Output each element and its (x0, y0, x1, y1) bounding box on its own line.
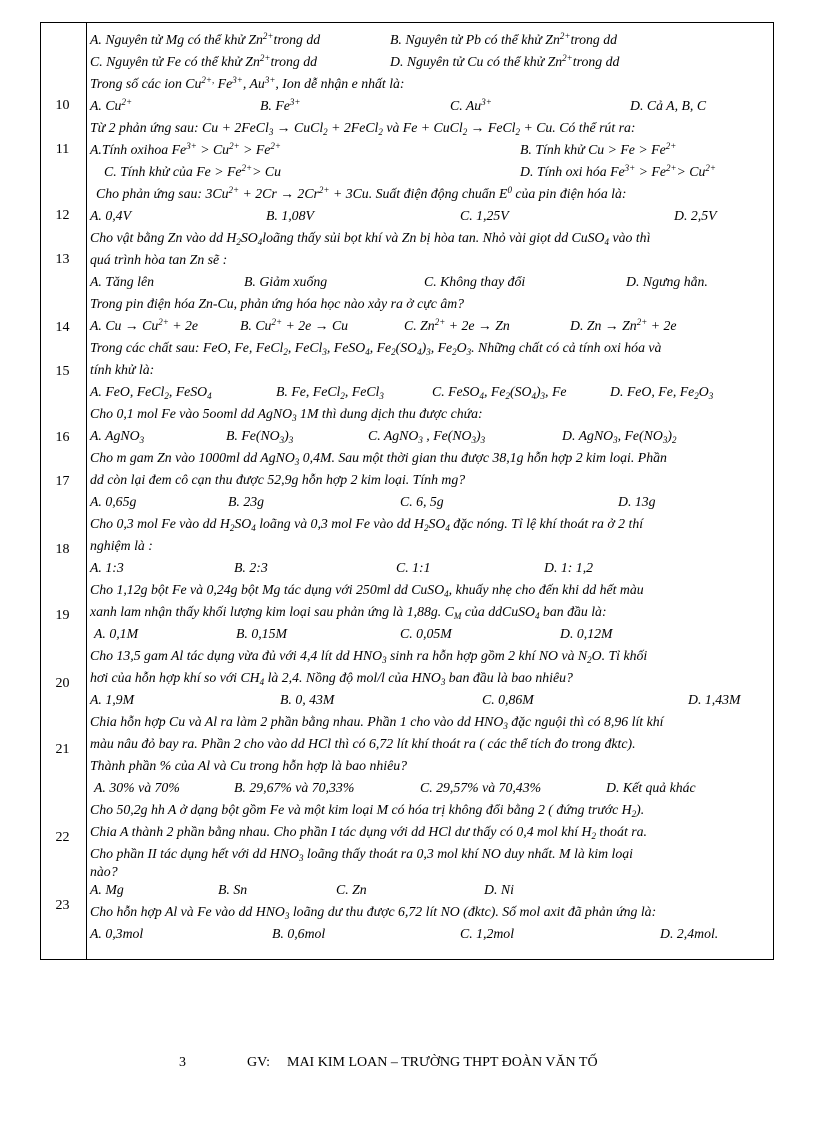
text-segment: nào? (90, 864, 118, 879)
text-line (90, 30, 772, 50)
text-segment: B. 0, 43M (280, 692, 335, 707)
question-number-14: 14 (55, 320, 70, 335)
text-segment: D. Tính oxi hóa $Fe^{3+} > Fe^{2+}> Cu^{2+}$ (520, 163, 716, 179)
text-segment: Cho phần II tác dụng hết với dd $HNO_3$ loãng thấy thoát ra 0,3 mol khí NO duy nhất. M là kim loại (90, 846, 634, 863)
text-segment: C. Nguyên tử Fe có thể khử $Zn^{2+}trong$ dd (90, 53, 318, 69)
text-segment: A. Nguyên tử Mg có thể khử $Zn^{2+}trong$ dd (90, 31, 321, 47)
text-segment: A.Tính oxihoa $Fe^{3+} > Cu^{2+} > Fe^{2+}$ (90, 141, 281, 157)
text-line (90, 74, 772, 94)
text-line (90, 646, 772, 666)
text-line (90, 624, 772, 644)
text-line (90, 712, 772, 732)
text-segment: Thành phần % của Al và Cu trong hỗn hợp là bao nhiêu? (90, 758, 408, 773)
text-segment: Cho 0,3 mol Fe vào dd $H_2SO_4$ loãng và 0,3 mol Fe vào dd $H_2SO_4$ đặc nóng. Tỉ lệ khí thoát ra ở 2 thí (90, 516, 644, 533)
text-segment: A. Tăng lên (90, 274, 154, 289)
text-line (90, 924, 772, 944)
text-segment: C. 6, 5g (400, 494, 444, 509)
text-segment: dd còn lại đem cô cạn thu được 52,9g hỗn hợp 2 kim loại. Tính mg? (90, 472, 466, 487)
text-segment: D. 2,4mol. (660, 926, 719, 941)
question-number-16: 16 (55, 430, 70, 445)
text-segment: A. 0,3mol (90, 926, 144, 941)
question-number-19: 19 (55, 608, 70, 623)
text-segment: xanh lam nhận thấy khối lượng kim loại sau phản ứng là 1,88g. $C_M$ của ddCuSO$_4$ ban đầu là: (90, 604, 607, 621)
text-segment: Cho 1,12g bột Fe và 0,24g bột Mg tác dụng với 250ml dd CuSO$_4$, khuấy nhẹ cho đến khi dd hết màu (90, 582, 644, 599)
text-segment: D. Ngưng hẳn. (626, 274, 708, 289)
text-line (90, 536, 772, 556)
text-segment: Trong các chất sau: FeO, Fe, FeCl$_2$, FeCl$_3$, FeSO$_4$, $Fe_2(SO_4)_3$, $Fe_2O_3$. Những chất có cả tính oxi hóa và (90, 340, 662, 357)
text-segment: B. 23g (228, 494, 265, 509)
column-divider (86, 23, 87, 959)
question-number-15: 15 (55, 364, 70, 379)
text-line (90, 580, 772, 600)
text-line (90, 862, 772, 882)
text-segment: B. $Fe(NO_3)_3$ (226, 428, 294, 445)
text-segment: B. 0,15M (236, 626, 287, 641)
text-segment: Cho phản ứng sau: $3Cu^{2+} + 2Cr \to 2Cr^{2+} + 3Cu$. Suất điện động chuẩn $E^0$ của pin điện hóa là: (96, 185, 627, 201)
text-segment: C. Tính khử của $Fe > Fe^{2+}> Cu$ (104, 163, 281, 179)
teacher-name: MAI KIM LOAN – TRƯỜNG THPT ĐOÀN VĂN TỐ (287, 1055, 598, 1070)
question-number-21: 21 (55, 742, 70, 757)
text-segment: C. FeSO$_4$, $Fe_2(SO_4)_3$, Fe (432, 384, 567, 401)
question-number-11: 11 (55, 142, 70, 157)
text-line (90, 228, 772, 248)
question-number-20: 20 (55, 676, 70, 691)
text-segment: A. 0,65g (90, 494, 137, 509)
text-segment: A. FeO, FeCl$_2$, FeSO$_4$ (90, 384, 212, 401)
text-line (90, 426, 772, 446)
text-segment: Trong số các ion $Cu^{2+,}$ $Fe^{3+}$, $Au^{3+}$, Ion dễ nhận e nhất là: (90, 75, 405, 91)
text-segment: D. $Zn \to Zn^{2+} + 2e$ (570, 317, 677, 333)
text-line (90, 492, 772, 512)
text-segment: Trong pin điện hóa Zn-Cu, phản ứng hóa học nào xảy ra ở cực âm? (90, 296, 465, 311)
text-segment: A. 0,4V (90, 208, 131, 223)
text-segment: B. Giảm xuống (244, 274, 328, 289)
question-number-22: 22 (55, 830, 70, 845)
text-segment: C. 1,2mol (460, 926, 515, 941)
text-line (90, 690, 772, 710)
text-segment: C. $Zn^{2+} + 2e \to Zn$ (404, 317, 510, 333)
text-line (90, 880, 772, 900)
text-segment: D. AgNO$_3$, $Fe(NO_3)_2$ (562, 428, 677, 445)
text-segment: A. AgNO$_3$ (90, 428, 145, 445)
question-number-10: 10 (55, 98, 70, 113)
text-segment: Từ 2 phản ứng sau: Cu + 2FeCl$_3$ → CuCl$_2$ + 2FeCl$_2$ và Fe + CuCl$_2$ → FeCl$_2$ + Cu. Có thể rút ra: (90, 120, 636, 137)
question-number-18: 18 (55, 542, 70, 557)
text-line (90, 602, 772, 622)
text-segment: A. 1,9M (90, 692, 135, 707)
text-segment: D. Kết quả khác (606, 780, 696, 795)
text-segment: A. Mg (90, 882, 124, 897)
page-footer (0, 1053, 816, 1073)
text-segment: B. $Fe^{3+}$ (260, 97, 301, 113)
text-segment: B. Fe, FeCl$_2$, FeCl$_3$ (276, 384, 384, 401)
text-line (90, 448, 772, 468)
question-number-13: 13 (55, 252, 70, 267)
text-line (90, 822, 772, 842)
text-line (90, 382, 772, 402)
text-line (90, 734, 772, 754)
text-segment: Cho 13,5 gam Al tác dụng vừa đủ với 4,4 lít dd $HNO_3$ sinh ra hỗn hợp gồm 2 khí NO và $N_2O$. Tỉ khối (90, 648, 648, 665)
text-segment: D. Cả A, B, C (630, 98, 707, 113)
text-segment: B. Tính khử $Cu > Fe > Fe^{2+}$ (520, 141, 677, 157)
text-line (90, 404, 772, 424)
text-segment: C. 0,86M (482, 692, 534, 707)
text-line (90, 800, 772, 820)
text-line (90, 206, 772, 226)
text-segment: D. Nguyên tử Cu có thể khử $Zn^{2+}trong$ dd (390, 53, 620, 69)
text-line (90, 272, 772, 292)
text-segment: C. 1:1 (396, 560, 431, 575)
text-segment: Cho m gam Zn vào 1000ml dd AgNO$_3$ 0,4M. Sau một thời gian thu được 38,1g hỗn hợp 2 kim loại. Phần (90, 450, 667, 467)
text-segment: D. Ni (484, 882, 514, 897)
text-segment: B. 29,67% và 70,33% (234, 780, 355, 795)
text-segment: Cho 50,2g hh A ở dạng bột gồm Fe và một kim loại M có hóa trị không đổi bằng 2 ( đứng trước $H_2$). (90, 802, 645, 819)
text-line (90, 514, 772, 534)
text-segment: tính khử là: (90, 362, 155, 377)
text-segment: B. 1,08V (266, 208, 314, 223)
text-segment: B. 2:3 (234, 560, 268, 575)
text-segment: C. Không thay đổi (424, 274, 526, 289)
text-segment: D. 0,12M (560, 626, 613, 641)
text-line (90, 778, 772, 798)
text-line (90, 184, 772, 204)
text-segment: A. 1:3 (90, 560, 124, 575)
text-segment: A. 0,1M (94, 626, 139, 641)
text-line (90, 756, 772, 776)
text-line (90, 558, 772, 578)
text-line (90, 844, 772, 864)
text-segment: Cho vật bằng Zn vào dd $H_2SO_4loãng$ thấy sủi bọt khí và Zn bị hòa tan. Nhỏ vài giọt dd CuSO$_4$ vào thì (90, 230, 651, 247)
text-segment: B. $Cu^{2+} + 2e \to Cu$ (240, 317, 349, 333)
text-segment: D. 13g (618, 494, 656, 509)
text-segment: hơi của hỗn hợp khí so với $CH_4$ là 2,4. Nồng độ mol/l của $HNO_3$ ban đầu là bao nhiêu? (90, 670, 573, 687)
text-line (90, 294, 772, 314)
text-line (90, 140, 772, 160)
text-segment: B. Sn (218, 882, 248, 897)
text-segment: C. AgNO$_3$ , $Fe(NO_3)_3$ (368, 428, 486, 445)
text-segment: B. Nguyên tử Pb có thể khử $Zn^{2+}trong$ dd (390, 31, 618, 47)
text-segment: màu nâu đỏ bay ra. Phần 2 cho vào dd HCl thì có 6,72 lít khí thoát ra ( các thể tích đo trong đktc). (90, 736, 636, 751)
page-number: 3 (179, 1055, 186, 1070)
text-segment: Cho 0,1 mol Fe vào 5ooml dd AgNO$_3$ 1M thì dung dịch thu được chứa: (90, 406, 483, 423)
text-line (90, 902, 772, 922)
text-segment: C. $Au^{3+}$ (450, 97, 492, 113)
text-line (90, 360, 772, 380)
teacher-label: GV: (247, 1055, 271, 1070)
text-segment: A. $Cu \to Cu^{2+} + 2e$ (90, 317, 199, 333)
text-segment: Chia hỗn hợp Cu và Al ra làm 2 phần bằng nhau. Phần 1 cho vào dd $HNO_3$ đặc nguội thì có 8,96 lít khí (90, 714, 664, 731)
text-line (90, 316, 772, 336)
text-segment: Cho hỗn hợp Al và Fe vào dd $HNO_3$ loãng dư thu được 6,72 lít NO (đktc). Số mol axit đã phản ứng là: (90, 904, 657, 921)
question-number-23: 23 (55, 898, 70, 913)
text-line (90, 162, 772, 182)
text-segment: D. 1: 1,2 (544, 560, 594, 575)
text-segment: nghiệm là : (90, 538, 153, 553)
question-number-17: 17 (55, 474, 70, 489)
text-segment: A. 30% và 70% (94, 780, 180, 795)
text-segment: B. 0,6mol (272, 926, 326, 941)
text-segment: D. FeO, Fe, $Fe_2O_3$ (610, 384, 714, 401)
text-segment: Chia A thành 2 phần bằng nhau. Cho phần I tác dụng với dd HCl dư thấy có 0,4 mol khí $H_2$ thoát ra. (90, 824, 647, 841)
text-line (90, 338, 772, 358)
text-line (90, 250, 772, 270)
text-segment: C. Zn (336, 882, 367, 897)
text-line (90, 118, 772, 138)
text-segment: A. $Cu^{2+}$ (90, 97, 133, 113)
text-line (90, 470, 772, 490)
text-segment: C. 0,05M (400, 626, 452, 641)
text-line (90, 668, 772, 688)
text-segment: D. 1,43M (688, 692, 741, 707)
text-line (90, 52, 772, 72)
text-line (90, 96, 772, 116)
text-segment: D. 2,5V (674, 208, 717, 223)
text-segment: C. 1,25V (460, 208, 509, 223)
question-number-12: 12 (55, 208, 70, 223)
text-segment: quá trình hòa tan Zn sẽ : (90, 252, 228, 267)
text-segment: C. 29,57% và 70,43% (420, 780, 542, 795)
